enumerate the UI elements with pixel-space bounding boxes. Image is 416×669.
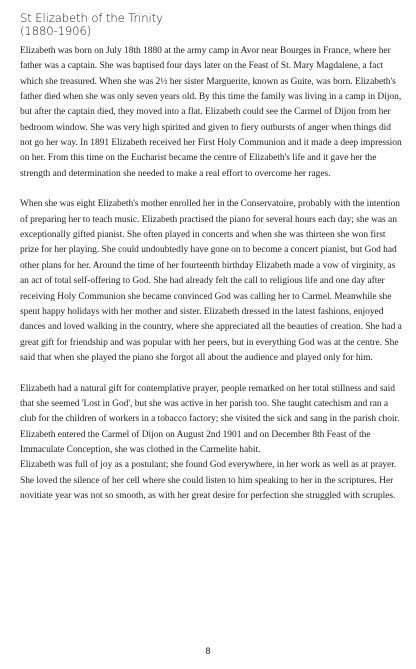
page-number: 8	[205, 646, 211, 656]
paragraph-prayer-and-entry: Elizabeth had a natural gift for contemplative prayer, people remarked on her total stillness and said that she seemed 'Lost in God', but she was active in her parish too. She taught catechism and ran a club for the children of workers in a tobacco factory; she visited the sick and sang in the parish choir. Elizabeth entered the Carmel of Dijon on August 2nd 1901 and on December 8th Feast of the Immaculate Conception, she was clothed in the Carmelite habit.	[20, 383, 400, 455]
page-title	[20, 12, 402, 37]
paragraph-music-and-vocation: When she was eight Elizabeth's mother enrolled her in the Conservatoire, probably with the intention of preparing her to teach music. Elizabeth practised the piano for several hours each day; she was an exceptionally gifted pianist. She often played in concerts and when she was thirteen she won first prize for her playing. She could undoubtedly have gone on to become a concert pianist, but God had other plans for her. Around the time of her fourteenth birthday Elizabeth made a vow of virginity, as an act of total self-offering to God. She had already felt the call to religious life and one day after receiving Holy Communion she became convinced God was calling her to Carmel. Meanwhile she spent happy holidays with her mother and sister. Elizabeth dressed in the latest fashions, enjoyed dances and loved walking in the country, where she appreciated all the beauties of creation. She had a great gift for friendship and was popular with her peers, but in everything God was at the centre. She said that when she played the piano she forgot all about the audience and played only for him.	[20, 199, 402, 363]
title-dates: (1880-1906)	[20, 23, 92, 38]
title-name: St Elizabeth of the Trinity	[20, 11, 163, 25]
paragraph-postulant: Elizabeth was full of joy as a postulant; she found God everywhere, in her work as well as at prayer. She loved the silence of her cell where she could listen to him speaking to her in the scriptures. Her novitiate year was not so smooth, as with her great desire for perfection she struggled with scruples.	[20, 460, 397, 501]
paragraph-early-life: Elizabeth was born on July 18th 1880 at the army camp in Avor near Bourges in France, where her father was a captain. She was baptised four days later on the Feast of St. Mary Magdalene, a fact which she treasured. When she was 2½ her sister Marguerite, known as Guite, was born. Elizabeth's father died when she was only seven years old. By this time the family was living in a camp in Dijon, but after the captain died, they moved into a flat. Elizabeth could see the Carmel of Dijon from her bedroom window. She was very high spirited and given to fiery outbursts of anger when things did not go her way. In 1891 Elizabeth received her First Holy Communion and it made a deep impression on her. From this time on the Eucharist became the centre of Elizabeth's life and it gave her the strength and determination she needed to make a real effort to overcome her rages.	[20, 46, 402, 179]
